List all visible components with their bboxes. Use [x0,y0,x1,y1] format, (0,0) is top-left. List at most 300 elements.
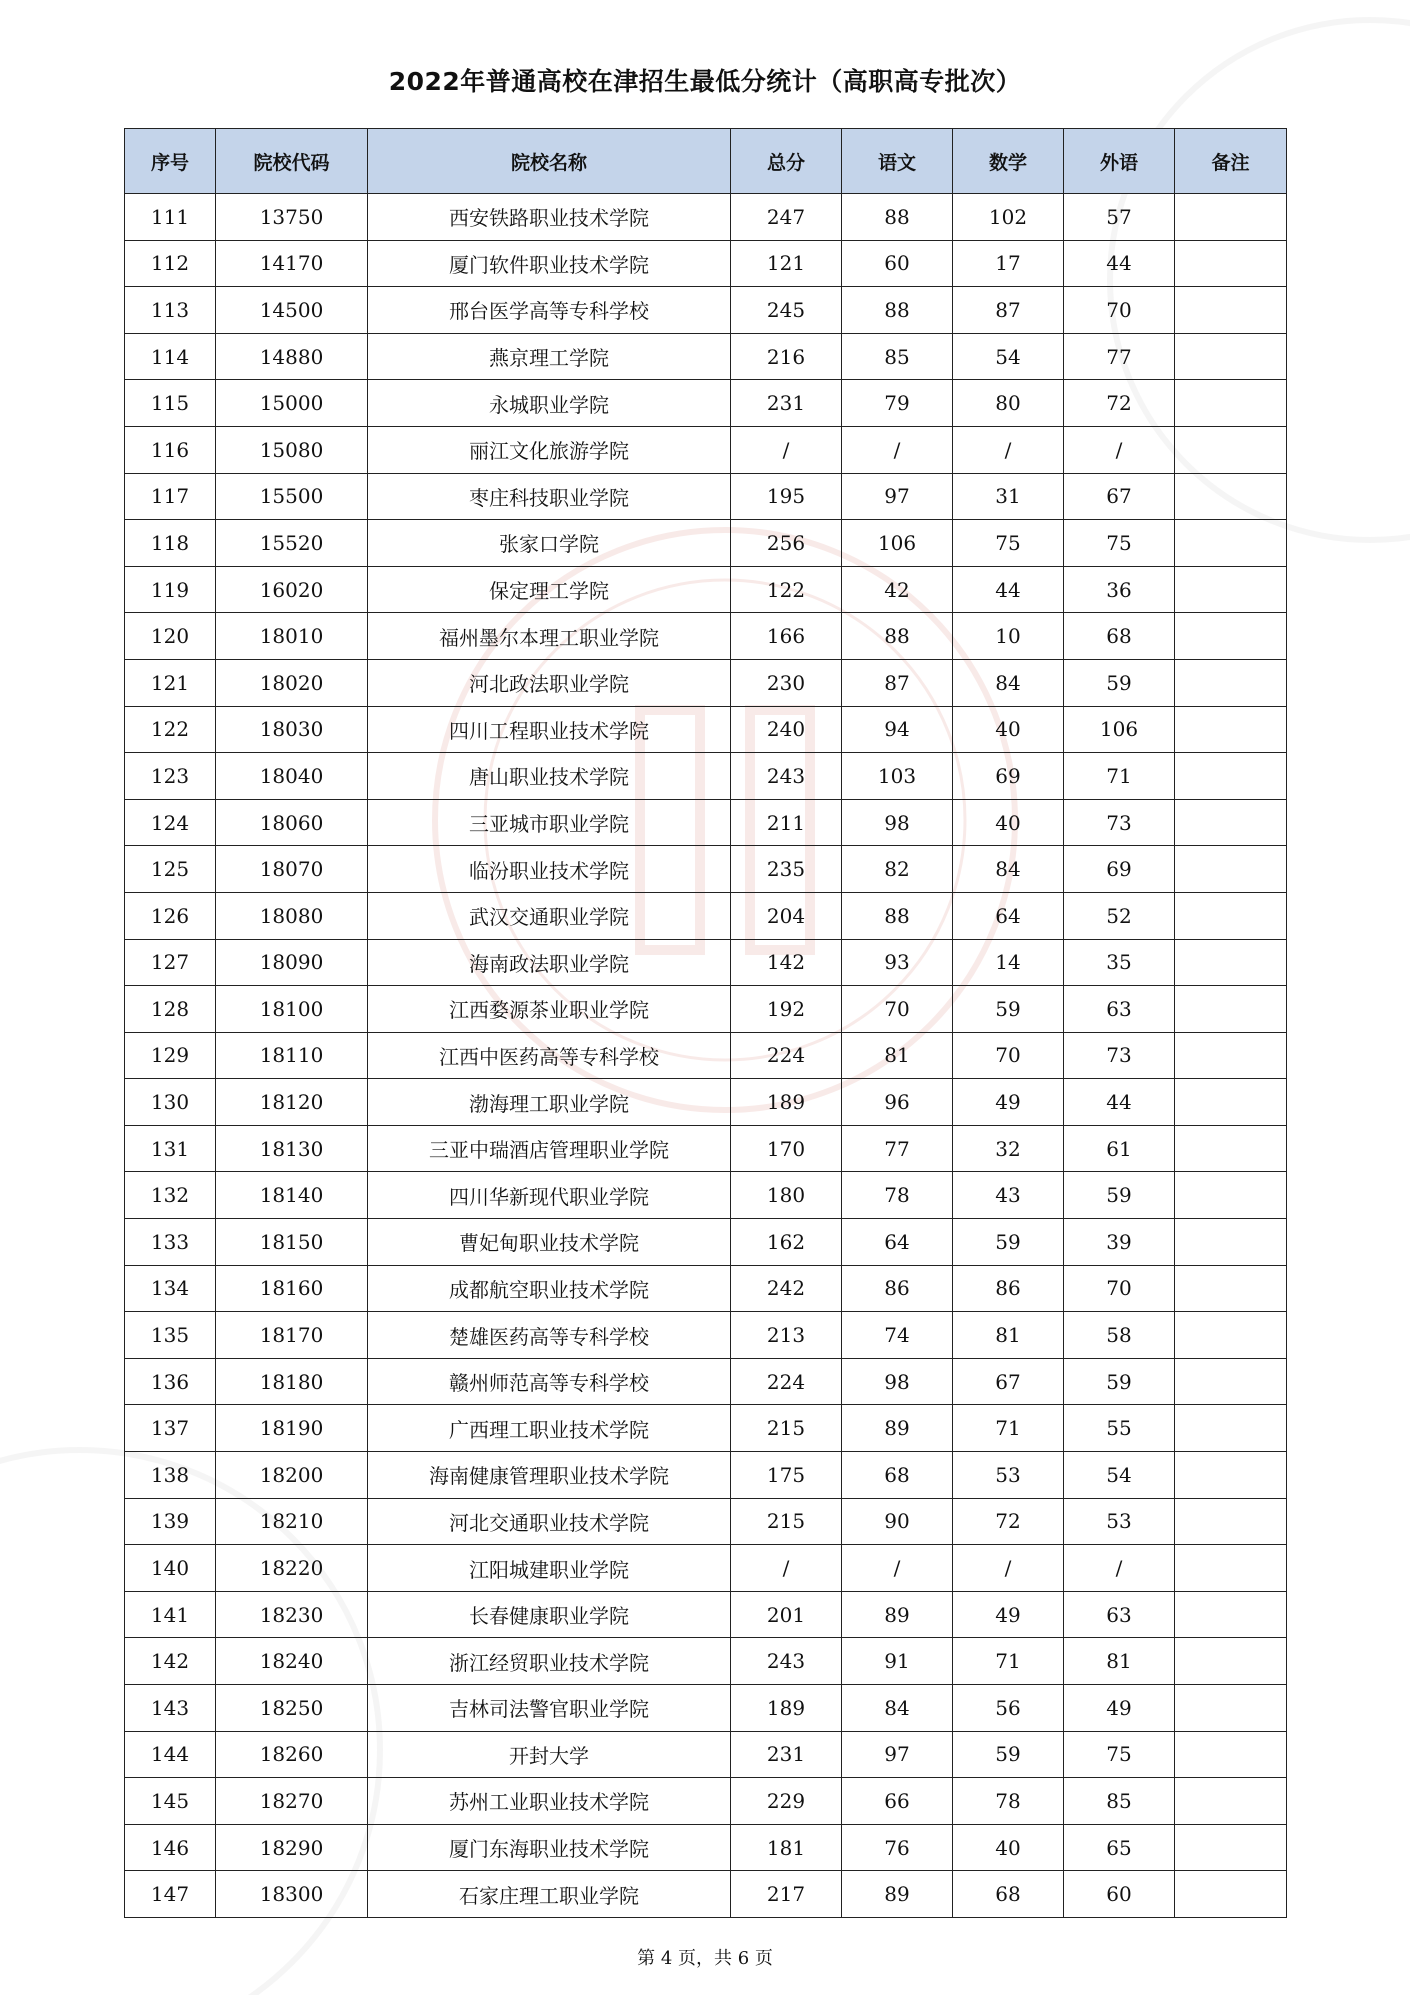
col-total-cell: 224 [731,1032,842,1079]
table-row [125,1405,1287,1452]
table-row [125,1172,1287,1219]
col-chinese-cell: / [842,426,953,473]
col-chinese-cell: 84 [842,1685,953,1732]
col-foreign-language-cell: 49 [1064,1685,1175,1732]
col-remarks-cell [1175,426,1287,473]
col-math-cell: 40 [953,706,1064,753]
col-math-cell: 81 [953,1312,1064,1359]
col-remarks-cell [1175,333,1287,380]
col-index-cell: 135 [125,1312,216,1359]
col-foreign-language-cell: 68 [1064,613,1175,660]
col-index-cell: 147 [125,1871,216,1918]
col-school-name-cell: 海南政法职业学院 [368,939,731,986]
col-school-name-cell: 三亚中瑞酒店管理职业学院 [368,1125,731,1172]
col-total-cell: 195 [731,473,842,520]
col-math-header: 数学 [953,129,1064,194]
col-remarks-cell [1175,1125,1287,1172]
col-foreign-language-cell: 70 [1064,1265,1175,1312]
col-total-cell: 243 [731,753,842,800]
col-remarks-cell [1175,1731,1287,1778]
col-school-name-cell: 河北交通职业技术学院 [368,1498,731,1545]
col-chinese-cell: 91 [842,1638,953,1685]
col-remarks-cell [1175,473,1287,520]
col-index-cell: 143 [125,1685,216,1732]
col-foreign-language-cell: 35 [1064,939,1175,986]
table-row [125,1871,1287,1918]
col-index-cell: 128 [125,986,216,1033]
col-total-cell: 235 [731,846,842,893]
col-foreign-language-cell: 85 [1064,1778,1175,1825]
col-math-cell: 59 [953,986,1064,1033]
col-remarks-cell [1175,1172,1287,1219]
col-math-cell: 71 [953,1405,1064,1452]
col-remarks-cell [1175,1545,1287,1592]
col-index-cell: 139 [125,1498,216,1545]
col-school-name-cell: 张家口学院 [368,520,731,567]
col-total-cell: / [731,1545,842,1592]
col-foreign-language-cell: 75 [1064,1731,1175,1778]
col-school-name-cell: 永城职业学院 [368,380,731,427]
table-row [125,194,1287,241]
table-row [125,1638,1287,1685]
col-math-cell: / [953,426,1064,473]
col-index-cell: 124 [125,799,216,846]
col-remarks-cell [1175,566,1287,613]
col-school-code-cell: 18150 [216,1219,368,1266]
col-index-cell: 115 [125,380,216,427]
col-chinese-cell: 90 [842,1498,953,1545]
col-school-code-cell: 18200 [216,1452,368,1499]
col-total-cell: 243 [731,1638,842,1685]
col-index-cell: 122 [125,706,216,753]
col-school-name-cell: 海南健康管理职业技术学院 [368,1452,731,1499]
col-school-code-cell: 18130 [216,1125,368,1172]
col-index-cell: 129 [125,1032,216,1079]
col-foreign-language-cell: 55 [1064,1405,1175,1452]
col-math-cell: 49 [953,1591,1064,1638]
table-row [125,986,1287,1033]
col-chinese-cell: 89 [842,1405,953,1452]
col-index-cell: 121 [125,659,216,706]
col-school-code-cell: 18300 [216,1871,368,1918]
table-row [125,520,1287,567]
col-math-cell: 71 [953,1638,1064,1685]
col-total-cell: 162 [731,1219,842,1266]
col-remarks-cell [1175,240,1287,287]
table-row [125,706,1287,753]
col-math-cell: 80 [953,380,1064,427]
col-school-name-cell: 江阳城建职业学院 [368,1545,731,1592]
col-total-cell: 170 [731,1125,842,1172]
table-row [125,1265,1287,1312]
col-school-code-cell: 18060 [216,799,368,846]
col-total-cell: 231 [731,380,842,427]
col-school-code-cell: 18250 [216,1685,368,1732]
col-school-code-cell: 18270 [216,1778,368,1825]
col-school-code-cell: 14170 [216,240,368,287]
col-school-name-cell: 厦门软件职业技术学院 [368,240,731,287]
col-index-cell: 146 [125,1824,216,1871]
col-total-cell: 256 [731,520,842,567]
col-math-cell: 44 [953,566,1064,613]
col-school-code-cell: 18290 [216,1824,368,1871]
col-chinese-cell: 85 [842,333,953,380]
col-school-name-cell: 曹妃甸职业技术学院 [368,1219,731,1266]
col-foreign-language-cell: 57 [1064,194,1175,241]
col-school-name-cell: 枣庄科技职业学院 [368,473,731,520]
table-row [125,613,1287,660]
col-school-code-cell: 18230 [216,1591,368,1638]
col-remarks-cell [1175,1405,1287,1452]
col-school-code-cell: 18070 [216,846,368,893]
col-chinese-cell: 82 [842,846,953,893]
col-remarks-cell [1175,799,1287,846]
col-remarks-cell [1175,1871,1287,1918]
col-chinese-cell: 77 [842,1125,953,1172]
col-total-cell: 189 [731,1079,842,1126]
col-total-cell: 204 [731,892,842,939]
col-math-cell: 87 [953,287,1064,334]
col-school-code-cell: 18010 [216,613,368,660]
col-remarks-cell [1175,1032,1287,1079]
col-remarks-cell [1175,1358,1287,1405]
col-remarks-cell [1175,939,1287,986]
col-school-name-cell: 浙江经贸职业技术学院 [368,1638,731,1685]
col-index-cell: 113 [125,287,216,334]
page-title: 2022年普通高校在津招生最低分统计（高职高专批次） [388,67,1022,96]
col-foreign-language-cell: 44 [1064,240,1175,287]
col-index-cell: 131 [125,1125,216,1172]
col-chinese-cell: 96 [842,1079,953,1126]
col-index-cell: 111 [125,194,216,241]
col-foreign-language-cell: / [1064,1545,1175,1592]
col-foreign-language-cell: 52 [1064,892,1175,939]
col-index-cell: 142 [125,1638,216,1685]
col-school-name-cell: 江西婺源茶业职业学院 [368,986,731,1033]
col-total-cell: 231 [731,1731,842,1778]
col-math-cell: 59 [953,1731,1064,1778]
col-school-name-cell: 四川华新现代职业学院 [368,1172,731,1219]
col-chinese-cell: 89 [842,1871,953,1918]
col-foreign-language-cell: 69 [1064,846,1175,893]
col-remarks-cell [1175,613,1287,660]
col-foreign-language-cell: 65 [1064,1824,1175,1871]
col-remarks-cell [1175,1591,1287,1638]
col-total-cell: 142 [731,939,842,986]
col-school-code-cell: 18210 [216,1498,368,1545]
col-total-cell: 175 [731,1452,842,1499]
col-index-cell: 132 [125,1172,216,1219]
col-total-cell: 121 [731,240,842,287]
table-row [125,287,1287,334]
col-remarks-cell [1175,1638,1287,1685]
col-total-cell: 230 [731,659,842,706]
col-math-cell: 43 [953,1172,1064,1219]
col-math-cell: 68 [953,1871,1064,1918]
col-index-cell: 126 [125,892,216,939]
col-school-code-cell: 18190 [216,1405,368,1452]
col-remarks-cell [1175,380,1287,427]
col-chinese-cell: 98 [842,799,953,846]
col-school-name-cell: 长春健康职业学院 [368,1591,731,1638]
col-remarks-cell [1175,706,1287,753]
score-table [124,128,1287,1918]
col-total-cell: 229 [731,1778,842,1825]
col-math-cell: 53 [953,1452,1064,1499]
col-school-code-cell: 15080 [216,426,368,473]
table-row [125,380,1287,427]
col-foreign-language-cell: 72 [1064,380,1175,427]
col-school-code-header: 院校代码 [216,129,368,194]
table-row [125,1824,1287,1871]
col-math-cell: 49 [953,1079,1064,1126]
col-math-cell: 10 [953,613,1064,660]
col-chinese-cell: 98 [842,1358,953,1405]
col-school-code-cell: 18160 [216,1265,368,1312]
col-foreign-language-cell: 70 [1064,287,1175,334]
table-row [125,1125,1287,1172]
col-chinese-cell: 60 [842,240,953,287]
col-index-cell: 125 [125,846,216,893]
col-total-cell: / [731,426,842,473]
col-foreign-language-cell: 44 [1064,1079,1175,1126]
col-chinese-cell: 88 [842,287,953,334]
table-row [125,939,1287,986]
col-remarks-cell [1175,1498,1287,1545]
col-chinese-cell: 68 [842,1452,953,1499]
col-foreign-language-cell: 54 [1064,1452,1175,1499]
col-remarks-cell [1175,846,1287,893]
table-row [125,1731,1287,1778]
col-total-cell: 240 [731,706,842,753]
col-chinese-cell: / [842,1545,953,1592]
col-remarks-cell [1175,1312,1287,1359]
table-row [125,1452,1287,1499]
table-row [125,1032,1287,1079]
col-school-name-cell: 武汉交通职业学院 [368,892,731,939]
col-math-cell: 17 [953,240,1064,287]
col-math-cell: 78 [953,1778,1064,1825]
table-row [125,1312,1287,1359]
col-chinese-cell: 97 [842,473,953,520]
col-remarks-cell [1175,1219,1287,1266]
col-total-cell: 224 [731,1358,842,1405]
col-school-name-cell: 成都航空职业技术学院 [368,1265,731,1312]
col-school-name-cell: 西安铁路职业技术学院 [368,194,731,241]
col-math-cell: 64 [953,892,1064,939]
col-school-name-cell: 保定理工学院 [368,566,731,613]
col-school-code-cell: 15520 [216,520,368,567]
table-row [125,1219,1287,1266]
col-index-cell: 123 [125,753,216,800]
col-remarks-cell [1175,1452,1287,1499]
col-total-cell: 192 [731,986,842,1033]
col-chinese-cell: 76 [842,1824,953,1871]
table-row [125,333,1287,380]
col-remarks-cell [1175,1778,1287,1825]
col-index-cell: 127 [125,939,216,986]
col-school-name-cell: 厦门东海职业技术学院 [368,1824,731,1871]
col-remarks-cell [1175,520,1287,567]
table-header-row [125,129,1287,194]
table-row [125,1079,1287,1126]
col-total-cell: 216 [731,333,842,380]
table-row [125,846,1287,893]
col-chinese-cell: 89 [842,1591,953,1638]
table-row [125,1685,1287,1732]
col-index-cell: 114 [125,333,216,380]
col-index-cell: 116 [125,426,216,473]
col-total-cell: 122 [731,566,842,613]
col-index-cell: 145 [125,1778,216,1825]
col-foreign-language-cell: 63 [1064,1591,1175,1638]
col-foreign-language-cell: 106 [1064,706,1175,753]
col-school-code-cell: 16020 [216,566,368,613]
col-chinese-cell: 88 [842,194,953,241]
col-foreign-language-cell: 71 [1064,753,1175,800]
col-school-code-cell: 13750 [216,194,368,241]
table-row [125,1778,1287,1825]
col-school-code-cell: 18040 [216,753,368,800]
col-school-name-cell: 三亚城市职业学院 [368,799,731,846]
col-chinese-cell: 87 [842,659,953,706]
col-total-cell: 201 [731,1591,842,1638]
col-school-code-cell: 18110 [216,1032,368,1079]
col-chinese-header: 语文 [842,129,953,194]
col-school-code-cell: 18120 [216,1079,368,1126]
col-school-name-cell: 楚雄医药高等专科学校 [368,1312,731,1359]
col-foreign-language-cell: 60 [1064,1871,1175,1918]
col-chinese-cell: 106 [842,520,953,567]
table-row [125,240,1287,287]
col-school-name-cell: 四川工程职业技术学院 [368,706,731,753]
col-school-name-cell: 广西理工职业技术学院 [368,1405,731,1452]
col-math-cell: 67 [953,1358,1064,1405]
col-index-cell: 119 [125,566,216,613]
col-math-cell: 54 [953,333,1064,380]
col-math-cell: 86 [953,1265,1064,1312]
col-school-name-cell: 江西中医药高等专科学校 [368,1032,731,1079]
col-foreign-language-cell: 73 [1064,799,1175,846]
col-foreign-language-cell: 53 [1064,1498,1175,1545]
col-math-cell: 75 [953,520,1064,567]
table-row [125,1545,1287,1592]
col-school-code-cell: 18100 [216,986,368,1033]
col-chinese-cell: 70 [842,986,953,1033]
col-foreign-language-cell: 59 [1064,1172,1175,1219]
col-remarks-cell [1175,986,1287,1033]
col-school-name-cell: 燕京理工学院 [368,333,731,380]
col-chinese-cell: 93 [842,939,953,986]
col-index-cell: 144 [125,1731,216,1778]
col-remarks-cell [1175,659,1287,706]
col-foreign-language-cell: 75 [1064,520,1175,567]
col-chinese-cell: 66 [842,1778,953,1825]
col-index-cell: 120 [125,613,216,660]
col-chinese-cell: 78 [842,1172,953,1219]
col-school-name-cell: 渤海理工职业学院 [368,1079,731,1126]
col-index-cell: 134 [125,1265,216,1312]
page-footer: 第 4 页，共 6 页 [637,1948,773,1969]
table-row [125,426,1287,473]
col-index-header: 序号 [125,129,216,194]
col-total-cell: 211 [731,799,842,846]
col-index-cell: 130 [125,1079,216,1126]
col-index-cell: 140 [125,1545,216,1592]
col-math-cell: 14 [953,939,1064,986]
col-total-header: 总分 [731,129,842,194]
col-math-cell: 84 [953,846,1064,893]
col-index-cell: 138 [125,1452,216,1499]
col-foreign-language-cell: 77 [1064,333,1175,380]
col-math-cell: 69 [953,753,1064,800]
col-chinese-cell: 88 [842,892,953,939]
col-school-name-cell: 临汾职业技术学院 [368,846,731,893]
col-school-code-cell: 15000 [216,380,368,427]
col-school-code-cell: 18240 [216,1638,368,1685]
col-school-code-cell: 14500 [216,287,368,334]
col-school-code-cell: 18220 [216,1545,368,1592]
col-total-cell: 242 [731,1265,842,1312]
col-school-name-cell: 河北政法职业学院 [368,659,731,706]
col-total-cell: 213 [731,1312,842,1359]
col-foreign-language-cell: 81 [1064,1638,1175,1685]
col-chinese-cell: 103 [842,753,953,800]
col-remarks-cell [1175,1685,1287,1732]
col-math-cell: 59 [953,1219,1064,1266]
col-school-code-cell: 18260 [216,1731,368,1778]
col-remarks-cell [1175,1079,1287,1126]
col-chinese-cell: 81 [842,1032,953,1079]
col-school-name-cell: 邢台医学高等专科学校 [368,287,731,334]
col-total-cell: 215 [731,1405,842,1452]
col-school-code-cell: 18090 [216,939,368,986]
col-school-name-cell: 苏州工业职业技术学院 [368,1778,731,1825]
col-school-name-cell: 吉林司法警官职业学院 [368,1685,731,1732]
table-body [125,194,1287,1918]
col-total-cell: 189 [731,1685,842,1732]
table-row [125,473,1287,520]
table-row [125,1498,1287,1545]
col-index-cell: 136 [125,1358,216,1405]
col-school-name-cell: 福州墨尔本理工职业学院 [368,613,731,660]
col-school-name-cell: 赣州师范高等专科学校 [368,1358,731,1405]
col-math-cell: 70 [953,1032,1064,1079]
col-school-code-cell: 18140 [216,1172,368,1219]
col-foreign-language-cell: 67 [1064,473,1175,520]
col-chinese-cell: 74 [842,1312,953,1359]
table-row [125,892,1287,939]
table-row [125,1358,1287,1405]
col-foreign-language-cell: 61 [1064,1125,1175,1172]
col-total-cell: 215 [731,1498,842,1545]
col-school-name-cell: 丽江文化旅游学院 [368,426,731,473]
col-remarks-cell [1175,753,1287,800]
col-chinese-cell: 86 [842,1265,953,1312]
col-remarks-cell [1175,892,1287,939]
col-math-cell: / [953,1545,1064,1592]
col-remarks-cell [1175,1265,1287,1312]
col-chinese-cell: 64 [842,1219,953,1266]
col-school-code-cell: 18020 [216,659,368,706]
col-total-cell: 181 [731,1824,842,1871]
col-total-cell: 180 [731,1172,842,1219]
col-chinese-cell: 97 [842,1731,953,1778]
col-foreign-language-header: 外语 [1064,129,1175,194]
col-remarks-cell [1175,194,1287,241]
col-index-cell: 141 [125,1591,216,1638]
col-math-cell: 72 [953,1498,1064,1545]
